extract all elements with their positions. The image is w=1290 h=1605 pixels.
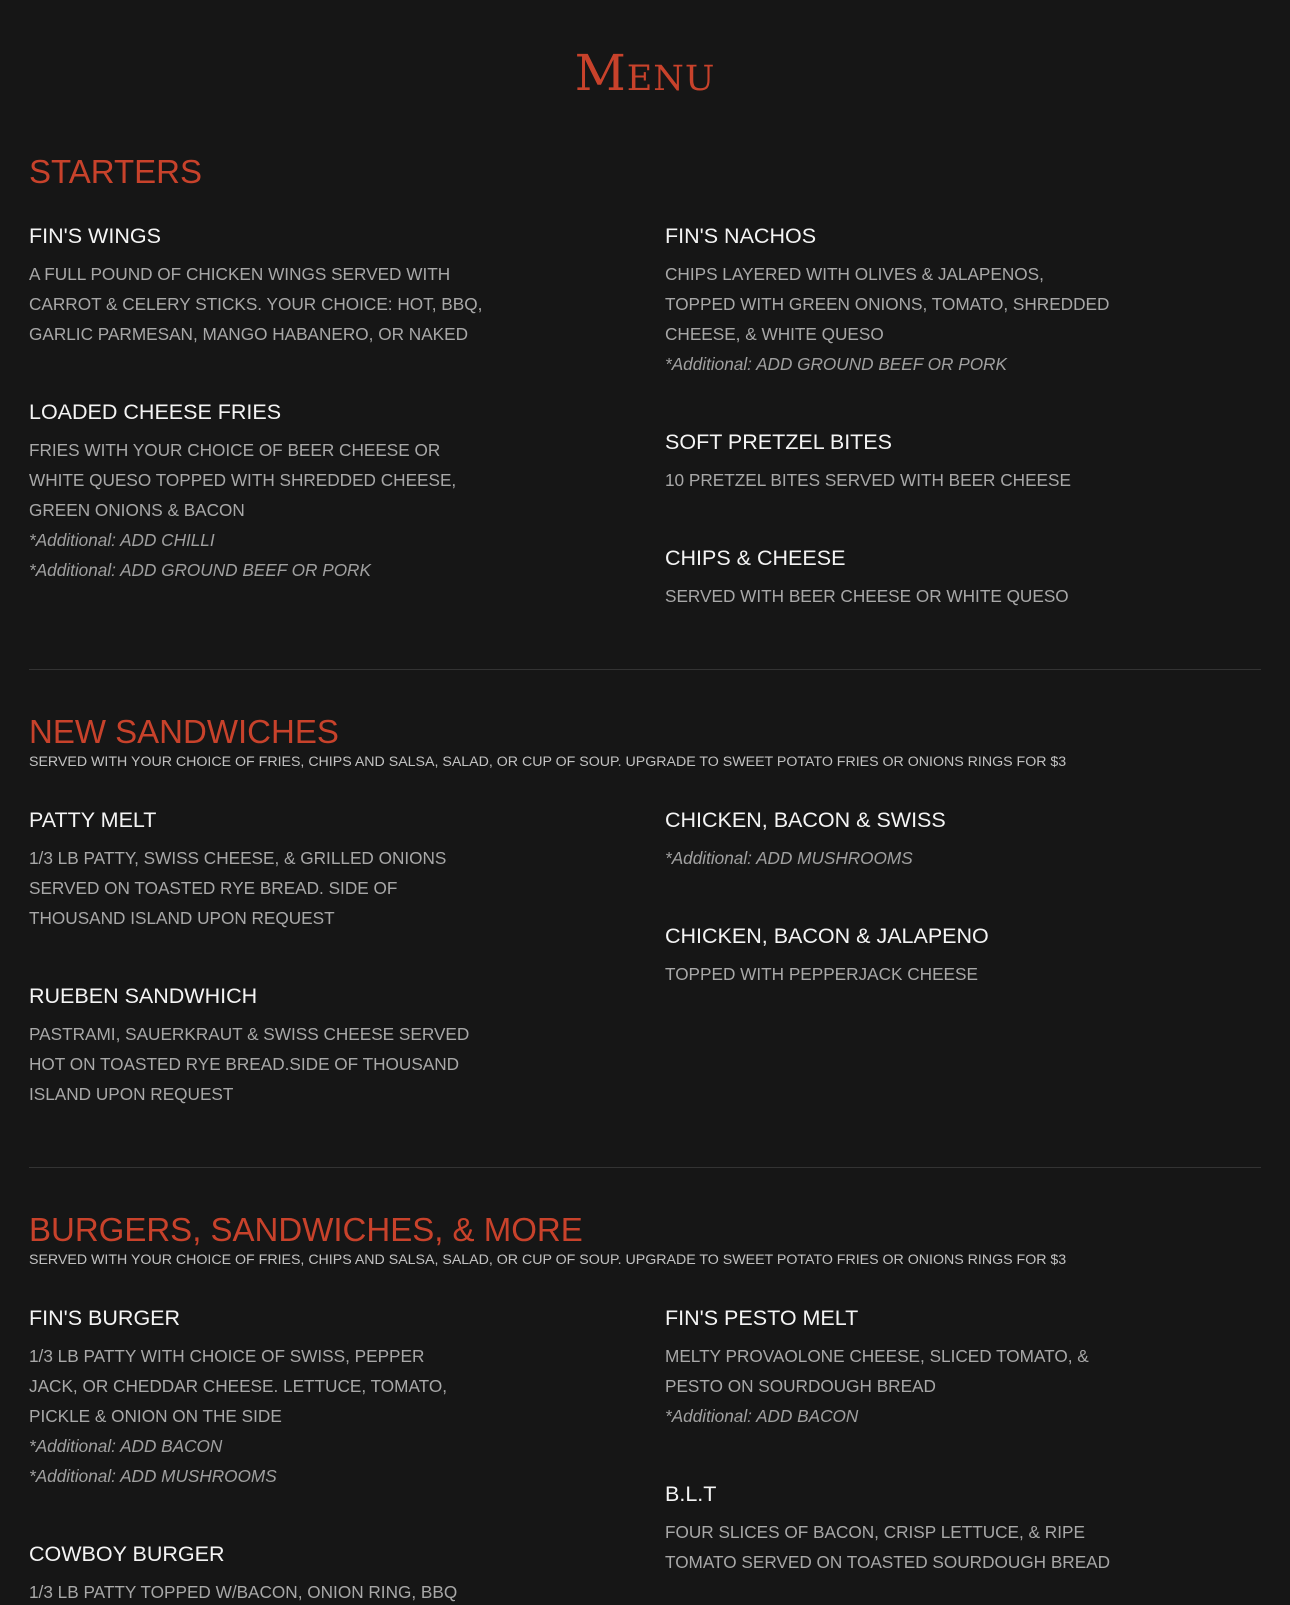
item-name: FIN'S BURGER (29, 1306, 181, 1330)
item-description: FRIES WITH YOUR CHOICE OF BEER CHEESE OR WHITE QUESO TOPPED WITH SHREDDED CHEESE, GREEN ONIONS & BACON (29, 440, 457, 520)
item-addon: *Additional: ADD MUSHROOMS (29, 1466, 277, 1486)
item-description: CHIPS LAYERED WITH OLIVES & JALAPENOS, TOPPED WITH GREEN ONIONS, TOMATO, SHREDDED CHEESE, & WHITE QUESO (665, 264, 1110, 344)
item-description: PASTRAMI, SAUERKRAUT & SWISS CHEESE SERVED HOT ON TOASTED RYE BREAD.SIDE OF THOUSAND ISLAND UPON REQUEST (29, 1024, 470, 1104)
item-addon: *Additional: ADD BACON (665, 1406, 859, 1426)
section-divider (29, 669, 1261, 670)
section-divider (29, 1167, 1261, 1168)
item-description: FOUR SLICES OF BACON, CRISP LETTUCE, & RIPE TOMATO SERVED ON TOASTED SOURDOUGH BREAD (665, 1522, 1111, 1572)
menu-item-blt (665, 1480, 1225, 1577)
menu-title: Menu (574, 44, 716, 102)
item-addon: *Additional: ADD MUSHROOMS (665, 848, 913, 868)
item-name: CHIPS & CHEESE (665, 546, 846, 570)
item-name: CHICKEN, BACON & SWISS (665, 808, 946, 832)
item-name: FIN'S NACHOS (665, 224, 817, 248)
item-name: FIN'S PESTO MELT (665, 1306, 859, 1330)
item-name: COWBOY BURGER (29, 1542, 225, 1566)
menu-item-chicken-bacon-swiss (665, 806, 1225, 873)
item-description: 10 PRETZEL BITES SERVED WITH BEER CHEESE (665, 470, 1071, 490)
section-heading: NEW SANDWICHES (29, 713, 339, 750)
starters-right-column-3 (665, 544, 1225, 611)
starters-right-column (665, 222, 1225, 379)
item-addon: *Additional: ADD GROUND BEEF OR PORK (665, 354, 1007, 374)
menu-item-soft-pretzel-bites (665, 428, 1225, 495)
item-addon: *Additional: ADD BACON (29, 1436, 223, 1456)
item-description: 1/3 LB PATTY TOPPED W/BACON, ONION RING, BBQ (29, 1582, 458, 1602)
sandwiches-right-column-2 (665, 922, 1225, 989)
section-new-sandwiches-header (29, 712, 1261, 772)
section-burgers-header (29, 1210, 1261, 1270)
item-name: RUEBEN SANDWHICH (29, 984, 258, 1008)
menu-item-chicken-bacon-jalapeno (665, 922, 1225, 989)
item-name: CHICKEN, BACON & JALAPENO (665, 924, 989, 948)
item-name: LOADED CHEESE FRIES (29, 400, 282, 424)
menu-item-rueben-sandwhich (29, 982, 589, 1109)
item-name: PATTY MELT (29, 808, 157, 832)
menu-item-fins-pesto-melt (665, 1304, 1225, 1431)
section-note: SERVED WITH YOUR CHOICE OF FRIES, CHIPS AND SALSA, SALAD, OR CUP OF SOUP. UPGRADE TO SWEET POTATO FRIES OR ONIONS RINGS FOR $3 (29, 754, 1067, 770)
sandwiches-left-column-2 (29, 982, 589, 1109)
item-addon: *Additional: ADD GROUND BEEF OR PORK (29, 560, 371, 580)
starters-right-column-2 (665, 428, 1225, 495)
menu-item-chips-cheese (665, 544, 1225, 611)
starters-left-column (29, 222, 589, 349)
starters-left-column-2 (29, 398, 589, 585)
menu-item-cowboy-burger (29, 1540, 589, 1605)
item-description: 1/3 LB PATTY, SWISS CHEESE, & GRILLED ONIONS SERVED ON TOASTED RYE BREAD. SIDE OF THOUSAND ISLAND UPON REQUEST (29, 848, 447, 928)
menu-item-fins-burger (29, 1304, 589, 1491)
menu-item-loaded-cheese-fries (29, 398, 589, 585)
section-note: SERVED WITH YOUR CHOICE OF FRIES, CHIPS AND SALSA, SALAD, OR CUP OF SOUP. UPGRADE TO SWEET POTATO FRIES OR ONIONS RINGS FOR $3 (29, 1252, 1067, 1268)
item-addon: *Additional: ADD CHILLI (29, 530, 215, 550)
section-heading: BURGERS, SANDWICHES, & MORE (29, 1211, 583, 1248)
menu-item-fins-nachos (665, 222, 1225, 379)
menu-item-fins-wings (29, 222, 589, 349)
item-description: SERVED WITH BEER CHEESE OR WHITE QUESO (665, 586, 1069, 606)
item-description: A FULL POUND OF CHICKEN WINGS SERVED WITH CARROT & CELERY STICKS. YOUR CHOICE: HOT, BBQ, GARLIC PARMESAN, MANGO HABANERO, OR NAKED (29, 264, 483, 344)
burgers-left-column (29, 1304, 589, 1491)
sandwiches-right-column (665, 806, 1225, 873)
burgers-right-column-2 (665, 1480, 1225, 1577)
sandwiches-left-column (29, 806, 589, 933)
section-starters-header (29, 152, 1261, 192)
item-description: TOPPED WITH PEPPERJACK CHEESE (665, 964, 978, 984)
item-name: FIN'S WINGS (29, 224, 161, 248)
item-description: MELTY PROVAOLONE CHEESE, SLICED TOMATO, & PESTO ON SOURDOUGH BREAD (665, 1346, 1089, 1396)
item-description: 1/3 LB PATTY WITH CHOICE OF SWISS, PEPPER JACK, OR CHEDDAR CHEESE. LETTUCE, TOMATO, PICKLE & ONION ON THE SIDE (29, 1346, 447, 1426)
menu-item-patty-melt (29, 806, 589, 933)
burgers-right-column (665, 1304, 1225, 1431)
burgers-left-column-2 (29, 1540, 589, 1605)
section-heading: STARTERS (29, 153, 202, 190)
item-name: B.L.T (665, 1482, 717, 1506)
item-name: SOFT PRETZEL BITES (665, 430, 892, 454)
